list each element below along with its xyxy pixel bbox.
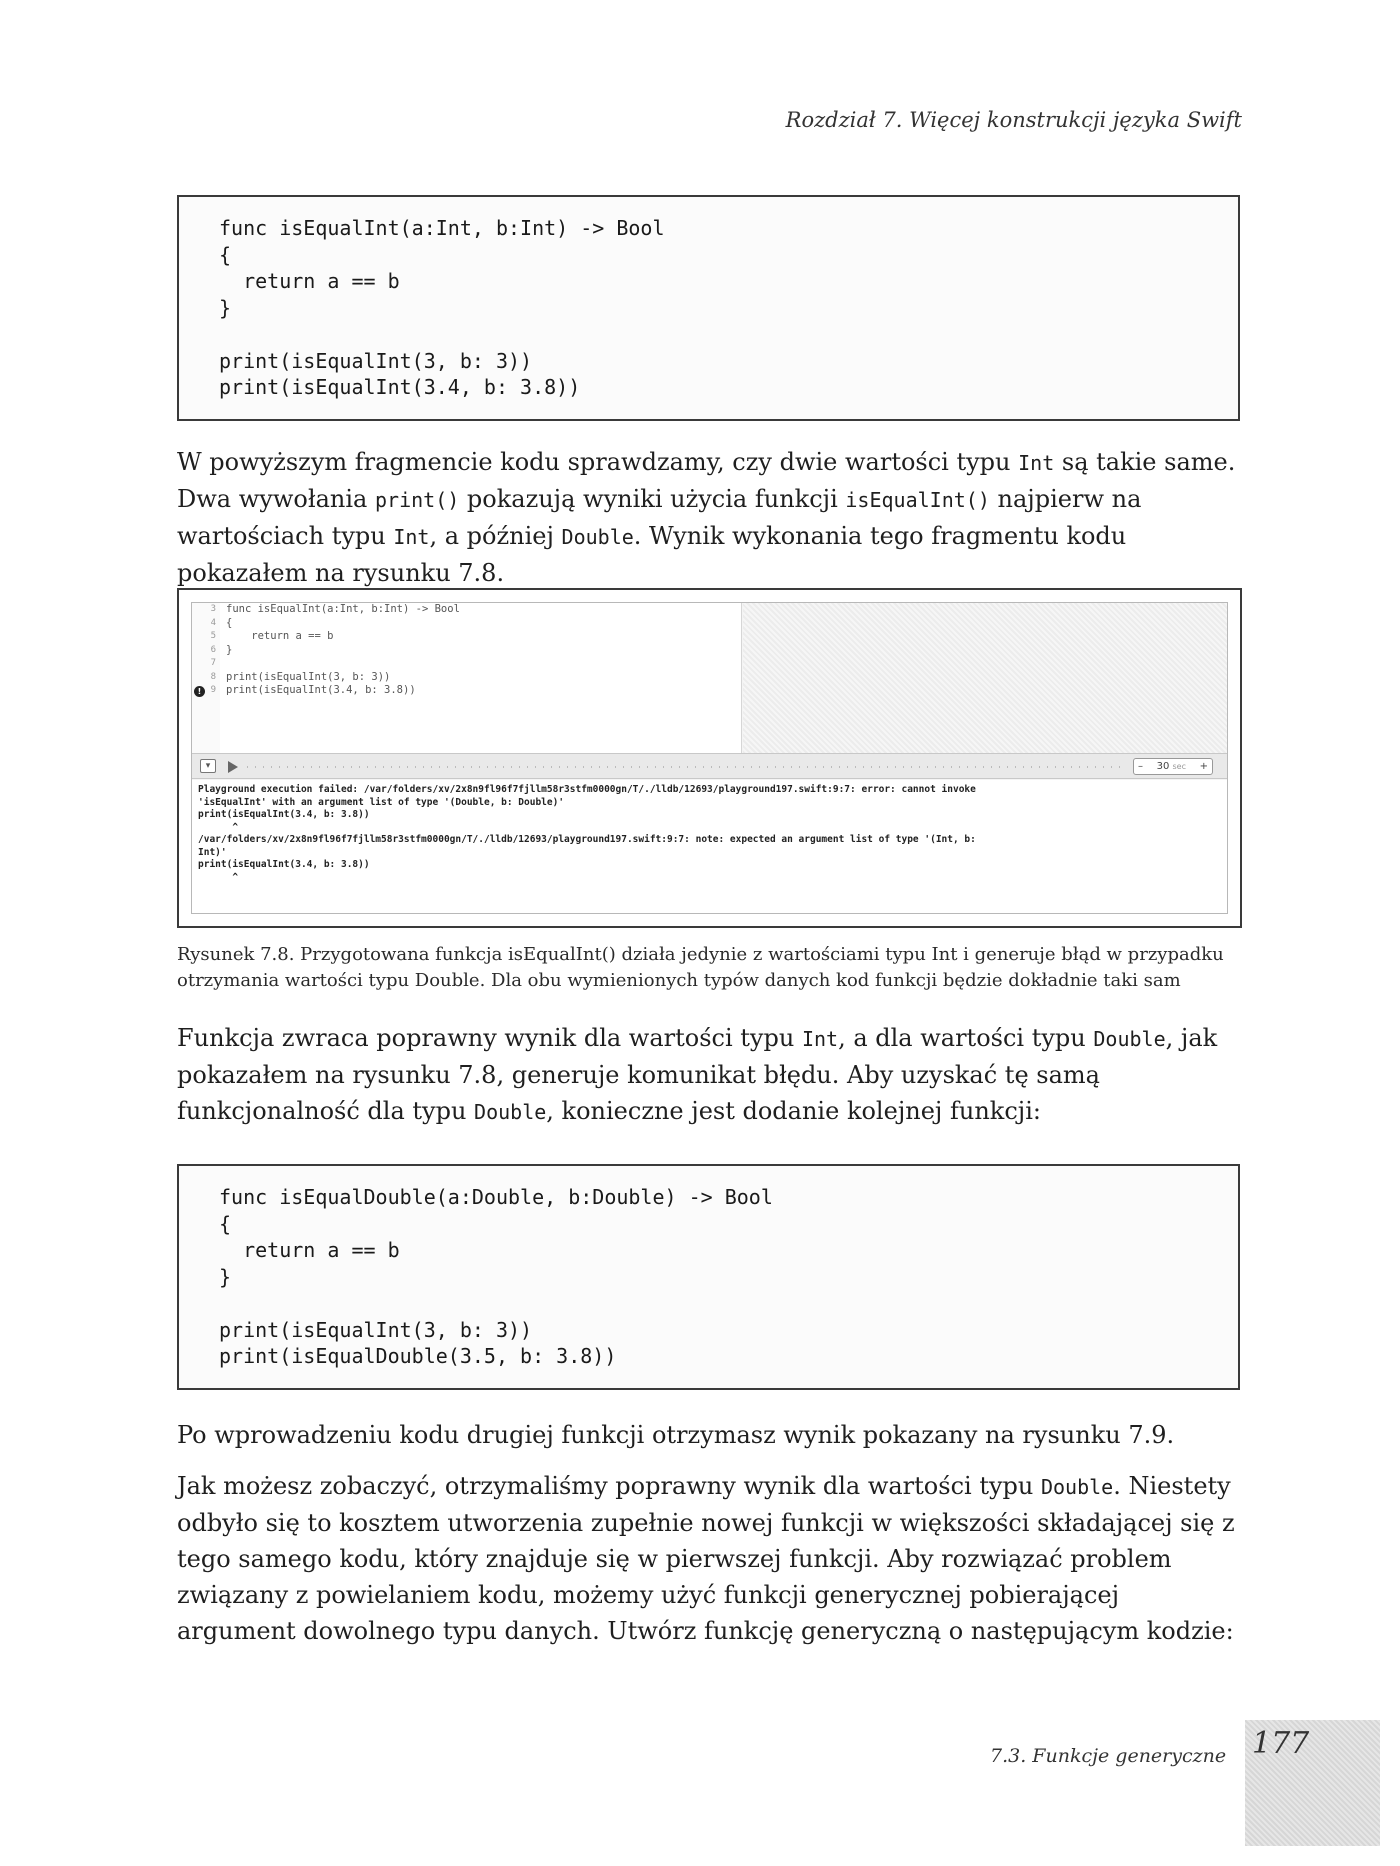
play-icon[interactable]	[228, 761, 238, 773]
inline-code: Double	[474, 1100, 547, 1124]
footer-section-title: 7.3. Funkcje generyczne	[990, 1745, 1227, 1767]
figure-7-8	[177, 588, 1242, 928]
line-number: 5	[210, 631, 216, 641]
paragraph-2	[177, 1020, 1242, 1130]
paragraph-4	[177, 1468, 1242, 1649]
console-output: Playground execution failed: /var/folders/xv/2x8n9fl96f7fjllm58r3stfm0000gn/T/./lldb/12693/playground197.swift:9:7: error: cannot invoke 'isEqualInt' with an argument list of type '(Double, b: Double)' print(isEqualInt(3.4, b: 3.8)) ^ /var/folders/xv/2x8n9fl96f7fjllm58r3stfm0000gn/T/./lldb/12693/playground197.swift:9:7: note: expected an argument list of type '(Int, b: Int)' print(isEqualInt(3.4, b: 3.8)) ^	[192, 780, 1227, 913]
code-listing-1	[177, 195, 1240, 421]
stepper-minus-button[interactable]: –	[1138, 761, 1143, 772]
error-marker-icon[interactable]: !	[194, 686, 205, 697]
duration-stepper[interactable]	[1133, 758, 1213, 775]
inline-code: print()	[374, 488, 460, 512]
paragraph-1-text: . Wynik wykonania tego fragmentu kodu pokazałem na rysunku 7.8.	[177, 522, 1127, 587]
playground-editor	[192, 603, 742, 753]
line-number: 9	[210, 685, 216, 695]
inline-code: Double	[1040, 1475, 1114, 1499]
stepper-value: 30 sec	[1156, 761, 1187, 772]
line-number: 8	[210, 671, 216, 682]
inline-code: isEqualInt()	[845, 488, 990, 512]
figure-caption: Rysunek 7.8. Przygotowana funkcja isEqualInt() działa jedynie z wartościami typu Int i generuje błąd w przypadku otrzymania wartości typu Double. Dla obu wymienionych typów danych kod funkcji będzie dokładnie taki sam	[177, 944, 1224, 991]
debug-toolbar	[192, 753, 1227, 779]
line-number: 7	[210, 658, 216, 668]
line-number: 6	[210, 644, 216, 655]
timeline-scrubber[interactable]	[247, 766, 1123, 768]
paragraph-3	[177, 1417, 1242, 1453]
paragraph-2-text: Funkcja zwraca poprawny wynik dla wartości typu	[177, 1024, 802, 1052]
editor-code[interactable]: func isEqualInt(a:Int, b:Int) -> Bool { return a == b } print(isEqualInt(3, b: 3)) print(isEqualInt(3.4, b: 3.8))	[226, 603, 460, 696]
inline-code: Int	[393, 525, 430, 549]
paragraph-1-text: , a później	[429, 522, 562, 550]
paragraph-2-text: , konieczne jest dodanie kolejnej funkcji:	[546, 1097, 1041, 1125]
paragraph-1-text: pokazują wyniki użycia funkcji	[459, 485, 846, 513]
line-number: 3	[210, 604, 216, 614]
paragraph-4-text: Jak możesz zobaczyć, otrzymaliśmy poprawny wynik dla wartości typu	[177, 1472, 1041, 1500]
running-head: Rozdział 7. Więcej konstrukcji języka Swift	[785, 108, 1242, 132]
page-number: 177	[1252, 1726, 1310, 1761]
paragraph-1-text: W powyższym fragmencie kodu sprawdzamy, czy dwie wartości typu	[177, 448, 1019, 476]
code-listing-1-text: func isEqualInt(a:Int, b:Int) -> Bool { return a == b } print(isEqualInt(3, b: 3)) print(isEqualInt(3.4, b: 3.8))	[219, 216, 665, 399]
paragraph-1	[177, 444, 1242, 591]
console-toggle-icon[interactable]: ▾	[200, 759, 216, 773]
stepper-plus-button[interactable]: +	[1199, 761, 1208, 772]
paragraph-2-text: , a dla wartości typu	[838, 1024, 1094, 1052]
paragraph-1-text: są takie same. Dwa wywołania	[177, 448, 1236, 513]
paragraph-4-text: . Niestety odbyło się to kosztem utworzenia zupełnie nowej funkcji w większości składającej się z tego samego kodu, który znajduje się w pierwszej funkcji. Aby rozwiązać problem związany z powielaniem kodu, możemy użyć funkcji generycznej pobierającej argument dowolnego typu danych. Utwórz funkcję generyczną o następującym kodzie:	[177, 1472, 1235, 1645]
inline-code: Double	[1093, 1027, 1166, 1051]
paragraph-1-text: najpierw na wartościach typu	[177, 485, 1142, 550]
results-sidebar	[743, 603, 1227, 753]
paragraph-3-text: Po wprowadzeniu kodu drugiej funkcji otrzymasz wynik pokazany na rysunku 7.9.	[177, 1421, 1175, 1449]
paragraph-2-text: , jak pokazałem na rysunku 7.8, generuje komunikat błędu. Aby uzyskać tę samą funkcjonalność dla typu	[177, 1024, 1218, 1125]
line-number: 4	[210, 617, 216, 628]
code-listing-2-text: func isEqualDouble(a:Double, b:Double) -> Bool { return a == b } print(isEqualInt(3, b: 3)) print(isEqualDouble(3.5, b: 3.8))	[219, 1185, 773, 1368]
inline-code: Int	[1018, 451, 1055, 475]
code-listing-2	[177, 1164, 1240, 1390]
inline-code: Double	[561, 525, 634, 549]
inline-code: Int	[801, 1027, 839, 1051]
line-number-gutter	[192, 603, 220, 753]
playground-screenshot	[191, 602, 1228, 914]
